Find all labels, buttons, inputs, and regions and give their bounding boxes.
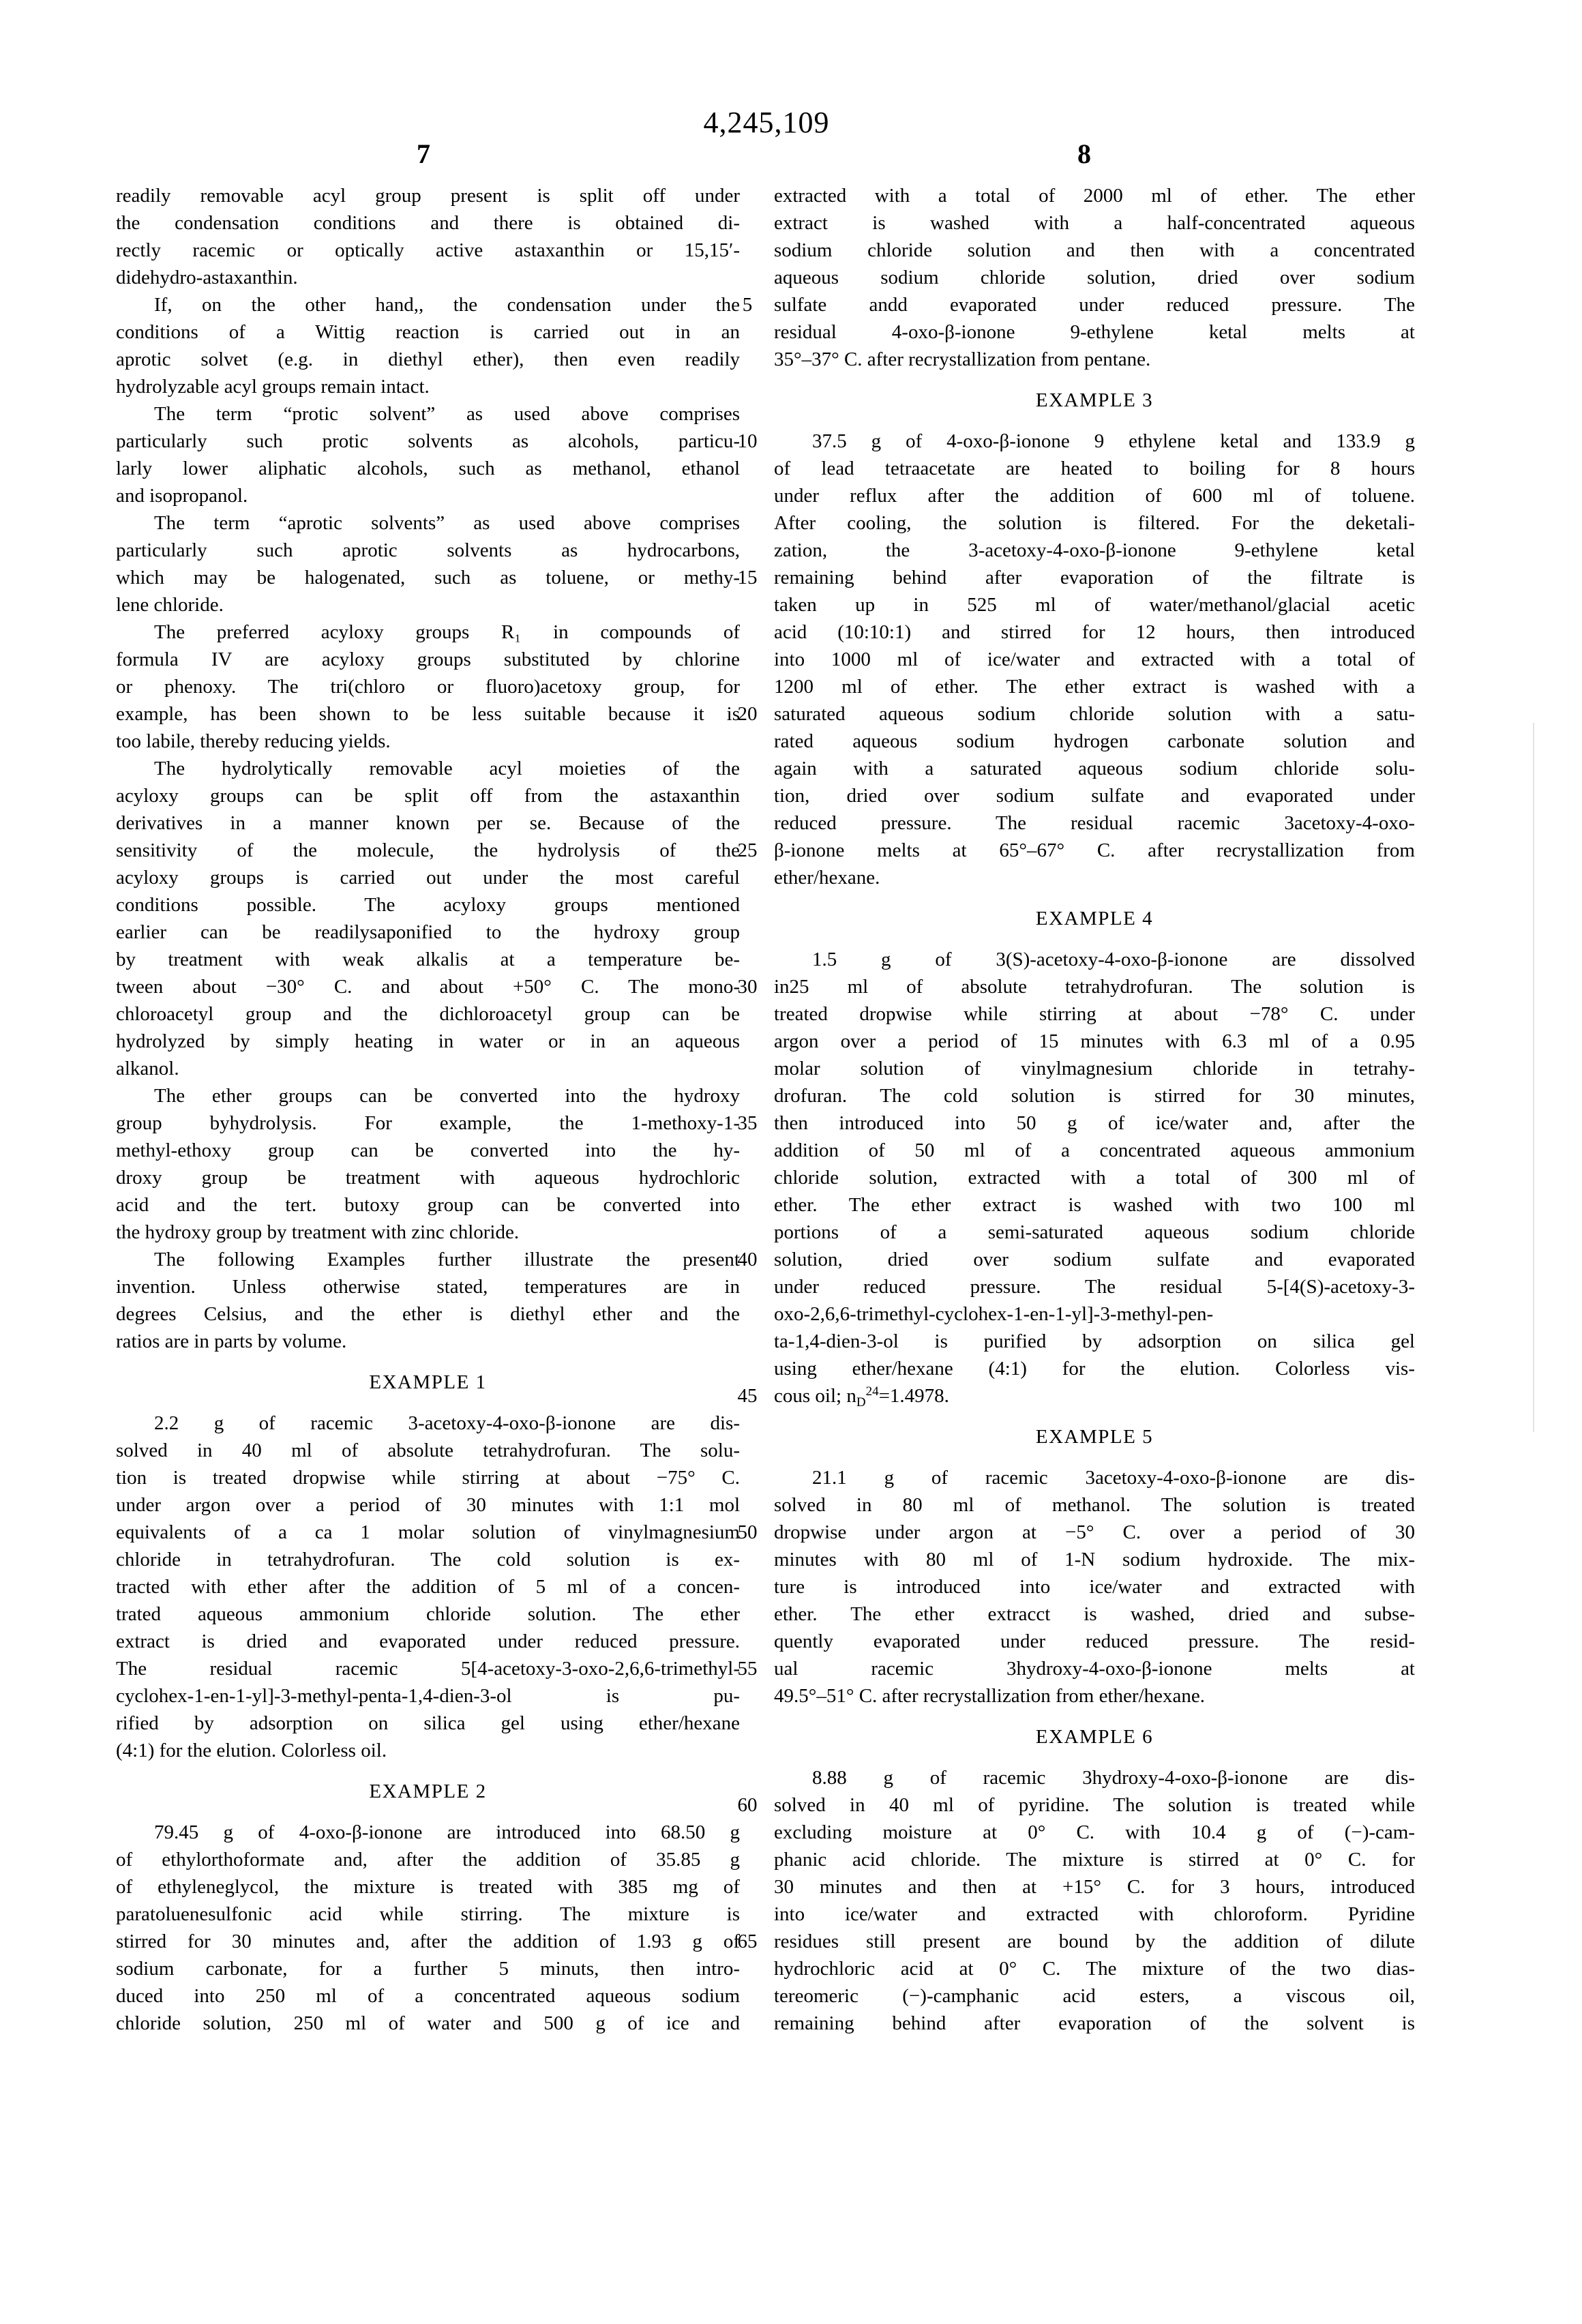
text-line: The term “protic solvent” as used above comprises bbox=[154, 403, 740, 425]
text-line: argon over a period of 15 minutes with 6.3 ml of a 0.95 bbox=[774, 1030, 1415, 1052]
text-line: 49.5°–51° C. after recrystallization from ether/hexane. bbox=[774, 1685, 1205, 1707]
text-line: ratios are in parts by volume. bbox=[116, 1330, 347, 1352]
text-line: The ether groups can be converted into the hydroxy bbox=[154, 1085, 740, 1107]
text-line: the hydroxy group by treatment with zinc chloride. bbox=[116, 1221, 520, 1243]
text-line: 35°–37° C. after recrystallization from pentane. bbox=[774, 348, 1151, 370]
text-line: or phenoxy. The tri(chloro or fluoro)acetoxy group, for bbox=[116, 676, 740, 698]
text-line: phanic acid chloride. The mixture is stirred at 0° C. for bbox=[774, 1849, 1415, 1871]
example-heading: EXAMPLE 6 bbox=[1035, 1726, 1154, 1748]
text-line: particularly such protic solvents as alcohols, particu- bbox=[116, 430, 740, 452]
text-line: saturated aqueous sodium chloride solution with a satu- bbox=[774, 703, 1415, 725]
example-heading: EXAMPLE 2 bbox=[369, 1781, 487, 1802]
text-line: (4:1) for the elution. Colorless oil. bbox=[116, 1740, 387, 1761]
text-line: acyloxy groups is carried out under the most careful bbox=[116, 867, 740, 889]
text-line: methyl-ethoxy group can be converted into the hy- bbox=[116, 1139, 740, 1161]
text-line: ether. The ether extract is washed with two 100 ml bbox=[774, 1194, 1415, 1216]
text-line: remaining behind after evaporation of the solvent is bbox=[774, 2012, 1415, 2034]
text-line: lene chloride. bbox=[116, 594, 224, 616]
example-heading: EXAMPLE 4 bbox=[1035, 908, 1154, 929]
text-line: If, on the other hand,, the condensation under the bbox=[154, 294, 740, 316]
text-line: 8.88 g of racemic 3hydroxy-4-oxo-β-ionone are dis- bbox=[812, 1767, 1415, 1789]
text-line: of ethyleneglycol, the mixture is treated with 385 mg of bbox=[116, 1876, 740, 1898]
example-heading: EXAMPLE 5 bbox=[1035, 1426, 1154, 1448]
column-number-left: 7 bbox=[417, 138, 430, 169]
text-line: stirred for 30 minutes and, after the addition of 1.93 g of bbox=[116, 1931, 740, 1952]
text-line: addition of 50 ml of a concentrated aqueous ammonium bbox=[774, 1139, 1415, 1161]
text-line: ether/hexane. bbox=[774, 867, 880, 889]
text-line: by treatment with weak alkalis at a temperature be- bbox=[116, 949, 740, 970]
text-line: solved in 40 ml of pyridine. The solution is treated while bbox=[774, 1794, 1415, 1816]
text-line: alkanol. bbox=[116, 1058, 179, 1079]
text-line: aprotic solvet (e.g. in diethyl ether), then even readily bbox=[116, 348, 740, 370]
text-line: under reflux after the addition of 600 ml of toluene. bbox=[774, 485, 1415, 507]
gutter-line-number: 50 bbox=[737, 1521, 758, 1543]
text-line: ual racemic 3hydroxy-4-oxo-β-ionone melts at bbox=[774, 1658, 1415, 1680]
text-line: extract is dried and evaporated under reduced pressure. bbox=[116, 1630, 740, 1652]
text-line: extract is washed with a half-concentrated aqueous bbox=[774, 212, 1415, 234]
text-line: again with a saturated aqueous sodium chloride solu- bbox=[774, 758, 1415, 779]
text-line: into ice/water and extracted with chloroform. Pyridine bbox=[774, 1903, 1415, 1925]
text-line: too labile, thereby reducing yields. bbox=[116, 730, 391, 752]
text-line: degrees Celsius, and the ether is diethyl ether and the bbox=[116, 1303, 740, 1325]
text-line: under argon over a period of 30 minutes with 1:1 mol bbox=[116, 1494, 740, 1516]
text-line: taken up in 525 ml of water/methanol/glacial acetic bbox=[774, 594, 1415, 616]
text-line: tracted with ether after the addition of 5 ml of a concen- bbox=[116, 1576, 740, 1598]
text-line: tion, dried over sodium sulfate and evaporated under bbox=[774, 785, 1415, 807]
text-line: earlier can be readilysaponified to the hydroxy group bbox=[116, 921, 740, 943]
text-line: hydrolyzable acyl groups remain intact. bbox=[116, 376, 430, 398]
text-line: ether. The ether extracct is washed, dried and subse- bbox=[774, 1603, 1415, 1625]
text-line: larly lower aliphatic alcohols, such as methanol, ethanol bbox=[116, 458, 740, 479]
text-line: sodium carbonate, for a further 5 minuts, then intro- bbox=[116, 1958, 740, 1980]
text-line: trated aqueous ammonium chloride solution. The ether bbox=[116, 1603, 740, 1625]
text-line: chloride solution, 250 ml of water and 500 g of ice and bbox=[116, 2012, 740, 2034]
text-line: particularly such aprotic solvents as hydrocarbons, bbox=[116, 539, 740, 561]
text-line: acid (10:10:1) and stirred for 12 hours, then introduced bbox=[774, 621, 1415, 643]
text-line: of ethylorthoformate and, after the addition of 35.85 g bbox=[116, 1849, 740, 1871]
text-line: dropwise under argon at −5° C. over a period of 30 bbox=[774, 1521, 1415, 1543]
example-heading: EXAMPLE 1 bbox=[369, 1371, 487, 1393]
text-line: chloroacetyl group and the dichloroacetyl group can be bbox=[116, 1003, 740, 1025]
text-line: sulfate andd evaporated under reduced pressure. The bbox=[774, 294, 1415, 316]
gutter-line-number: 30 bbox=[737, 976, 758, 998]
text-line: the condensation conditions and there is obtained di- bbox=[116, 212, 740, 234]
text-line: portions of a semi-saturated aqueous sodium chloride bbox=[774, 1221, 1415, 1243]
text-line: solved in 80 ml of methanol. The solution is treated bbox=[774, 1494, 1415, 1516]
text-line: readily removable acyl group present is split off under bbox=[116, 185, 740, 207]
text-line: using ether/hexane (4:1) for the elution. Colorless vis- bbox=[774, 1358, 1415, 1380]
gutter-line-number: 25 bbox=[737, 839, 758, 861]
text-line: which may be halogenated, such as toluene, or methy- bbox=[116, 567, 740, 589]
text-line: sodium chloride solution and then with a concentrated bbox=[774, 239, 1415, 261]
text-line: 21.1 g of racemic 3acetoxy-4-oxo-β-ionone are dis- bbox=[812, 1467, 1415, 1489]
text-line: remaining behind after evaporation of the filtrate is bbox=[774, 567, 1415, 589]
text-line: cous oil; $n_D^{24}=1.4978$. bbox=[774, 1384, 949, 1410]
text-line: rified by adsorption on silica gel using ether/hexane bbox=[116, 1712, 740, 1734]
text-line: conditions of a Wittig reaction is carried out in an bbox=[116, 321, 740, 343]
gutter-line-number: 10 bbox=[737, 430, 758, 452]
column-number-right: 8 bbox=[1077, 138, 1091, 169]
text-line: quently evaporated under reduced pressure. The resid- bbox=[774, 1630, 1415, 1652]
text-line: conditions possible. The acyloxy groups mentioned bbox=[116, 894, 740, 916]
text-line: then introduced into 50 g of ice/water and, after the bbox=[774, 1112, 1415, 1134]
text-line: example, has been shown to be less suitable because it is bbox=[116, 703, 740, 725]
text-line: 1.5 g of 3(S)-acetoxy-4-oxo-β-ionone are dissolved bbox=[812, 949, 1415, 970]
text-line: paratoluenesulfonic acid while stirring. The mixture is bbox=[116, 1903, 740, 1925]
gutter-line-number: 40 bbox=[737, 1249, 758, 1270]
gutter-line-number: 5 bbox=[742, 294, 753, 316]
text-line: invention. Unless otherwise stated, temperatures are in bbox=[116, 1276, 740, 1298]
gutter-line-number: 15 bbox=[737, 567, 758, 589]
text-line: cyclohex-1-en-1-yl]-3-methyl-penta-1,4-dien-3-ol is pu- bbox=[116, 1685, 740, 1707]
text-line: zation, the 3-acetoxy-4-oxo-β-ionone 9-ethylene ketal bbox=[774, 539, 1415, 561]
text-line: ta-1,4-dien-3-ol is purified by adsorption on silica gel bbox=[774, 1330, 1415, 1352]
text-line: 37.5 g of 4-oxo-β-ionone 9 ethylene ketal and 133.9 g bbox=[812, 430, 1415, 452]
scan-artifact-line bbox=[1533, 723, 1534, 1432]
text-line: formula IV are acyloxy groups substituted by chlorine bbox=[116, 649, 740, 670]
text-line: didehydro-astaxanthin. bbox=[116, 267, 298, 288]
gutter-line-number: 35 bbox=[737, 1112, 758, 1134]
text-line: of lead tetraacetate are heated to boiling for 8 hours bbox=[774, 458, 1415, 479]
gutter-line-number: 60 bbox=[737, 1794, 758, 1816]
text-line: and isopropanol. bbox=[116, 485, 248, 507]
text-line: duced into 250 ml of a concentrated aqueous sodium bbox=[116, 1985, 740, 2007]
text-line: minutes with 80 ml of 1-N sodium hydroxide. The mix- bbox=[774, 1549, 1415, 1570]
text-line: The residual racemic 5[4-acetoxy-3-oxo-2,6,6-trimethyl- bbox=[116, 1658, 740, 1680]
text-line: treated dropwise while stirring at about −78° C. under bbox=[774, 1003, 1415, 1025]
text-line: chloride solution, extracted with a total of 300 ml of bbox=[774, 1167, 1415, 1189]
text-line: chloride in tetrahydrofuran. The cold solution is ex- bbox=[116, 1549, 740, 1570]
text-line: group byhydrolysis. For example, the 1-methoxy-1- bbox=[116, 1112, 740, 1134]
text-line: 1200 ml of ether. The ether extract is washed with a bbox=[774, 676, 1415, 698]
left-text-column bbox=[116, 182, 740, 2037]
text-line: residues still present are bound by the addition of dilute bbox=[774, 1931, 1415, 1952]
text-line: ture is introduced into ice/water and extracted with bbox=[774, 1576, 1415, 1598]
gutter-line-number: 65 bbox=[737, 1931, 758, 1952]
text-line: into 1000 ml of ice/water and extracted with a total of bbox=[774, 649, 1415, 670]
text-line: solved in 40 ml of absolute tetrahydrofuran. The solu- bbox=[116, 1440, 740, 1461]
text-line: molar solution of vinylmagnesium chloride in tetrahy- bbox=[774, 1058, 1415, 1079]
right-text-column bbox=[774, 182, 1415, 2037]
text-line: residual 4-oxo-β-ionone 9-ethylene ketal melts at bbox=[774, 321, 1415, 343]
text-line: The term “aprotic solvents” as used above comprises bbox=[154, 512, 740, 534]
text-line: in25 ml of absolute tetrahydrofuran. The solution is bbox=[774, 976, 1415, 998]
text-line: equivalents of a ca 1 molar solution of vinylmagnesium bbox=[116, 1521, 740, 1543]
gutter-line-number: 55 bbox=[737, 1658, 758, 1680]
text-line: After cooling, the solution is filtered. For the deketali- bbox=[774, 512, 1415, 534]
text-line: aqueous sodium chloride solution, dried over sodium bbox=[774, 267, 1415, 288]
text-line: hydrochloric acid at 0° C. The mixture of the two dias- bbox=[774, 1958, 1415, 1980]
text-line: tereomeric (−)-camphanic acid esters, a viscous oil, bbox=[774, 1985, 1415, 2007]
gutter-line-number: 45 bbox=[737, 1385, 758, 1407]
text-line: The following Examples further illustrate the present bbox=[154, 1249, 740, 1270]
text-line: oxo-2,6,6-trimethyl-cyclohex-1-en-1-yl]-3-methyl-pen- bbox=[774, 1303, 1214, 1325]
text-line: The preferred acyloxy groups R₁ in compounds of bbox=[154, 621, 740, 643]
text-line: 79.45 g of 4-oxo-β-ionone are introduced into 68.50 g bbox=[154, 1821, 740, 1843]
text-line: 30 minutes and then at +15° C. for 3 hours, introduced bbox=[774, 1876, 1415, 1898]
text-line: acyloxy groups can be split off from the astaxanthin bbox=[116, 785, 740, 807]
text-line: sensitivity of the molecule, the hydrolysis of the bbox=[116, 839, 740, 861]
text-line: reduced pressure. The residual racemic 3acetoxy-4-oxo- bbox=[774, 812, 1415, 834]
text-line: drofuran. The cold solution is stirred for 30 minutes, bbox=[774, 1085, 1415, 1107]
text-line: β-ionone melts at 65°–67° C. after recrystallization from bbox=[774, 839, 1415, 861]
text-line: rated aqueous sodium hydrogen carbonate solution and bbox=[774, 730, 1415, 752]
text-line: acid and the tert. butoxy group can be converted into bbox=[116, 1194, 740, 1216]
text-line: tion is treated dropwise while stirring at about −75° C. bbox=[116, 1467, 740, 1489]
text-line: tween about −30° C. and about +50° C. The mono- bbox=[116, 976, 740, 998]
text-line: excluding moisture at 0° C. with 10.4 g of (−)-cam- bbox=[774, 1821, 1415, 1843]
text-line: rectly racemic or optically active astaxanthin or 15,15′- bbox=[116, 239, 740, 261]
example-heading: EXAMPLE 3 bbox=[1035, 389, 1154, 411]
text-line: droxy group be treatment with aqueous hydrochloric bbox=[116, 1167, 740, 1189]
text-line: derivatives in a manner known per se. Because of the bbox=[116, 812, 740, 834]
patent-number: 4,245,109 bbox=[703, 106, 830, 139]
text-line: hydrolyzed by simply heating in water or in an aqueous bbox=[116, 1030, 740, 1052]
text-line: under reduced pressure. The residual 5-[4(S)-acetoxy-3- bbox=[774, 1276, 1415, 1298]
text-line: extracted with a total of 2000 ml of ether. The ether bbox=[774, 185, 1415, 207]
text-line: solution, dried over sodium sulfate and evaporated bbox=[774, 1249, 1415, 1270]
gutter-line-number: 20 bbox=[737, 703, 758, 725]
text-line: 2.2 g of racemic 3-acetoxy-4-oxo-β-ionone are dis- bbox=[154, 1412, 740, 1434]
text-line: The hydrolytically removable acyl moieties of the bbox=[154, 758, 740, 779]
